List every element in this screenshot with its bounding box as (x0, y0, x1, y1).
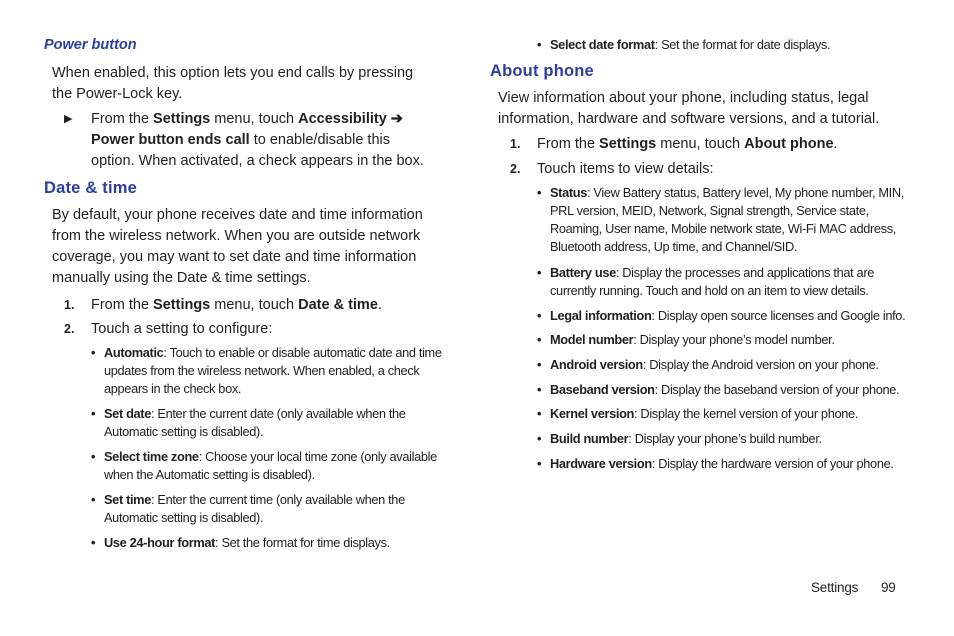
date-time-heading: Date & time (44, 179, 137, 197)
about-phone-intro: View information about your phone, including status, legal information, hardware and software versions, and a tutorial. (498, 90, 880, 127)
date-time-intro: By default, your phone receives date and time information from the wireless network. When you are outside network coverage, you may want to set date and time information manually using the Date & time settings. (52, 207, 423, 286)
arrow-bullet-icon: ▶ (64, 113, 73, 125)
power-button-heading: Power button (44, 37, 137, 53)
page-number: 99 (881, 580, 896, 595)
about-phone-heading: About phone (490, 62, 594, 80)
power-button-intro: When enabled, this option lets you end calls by pressing the Power-Lock key. (52, 65, 414, 102)
footer-section-label: Settings (811, 580, 859, 595)
